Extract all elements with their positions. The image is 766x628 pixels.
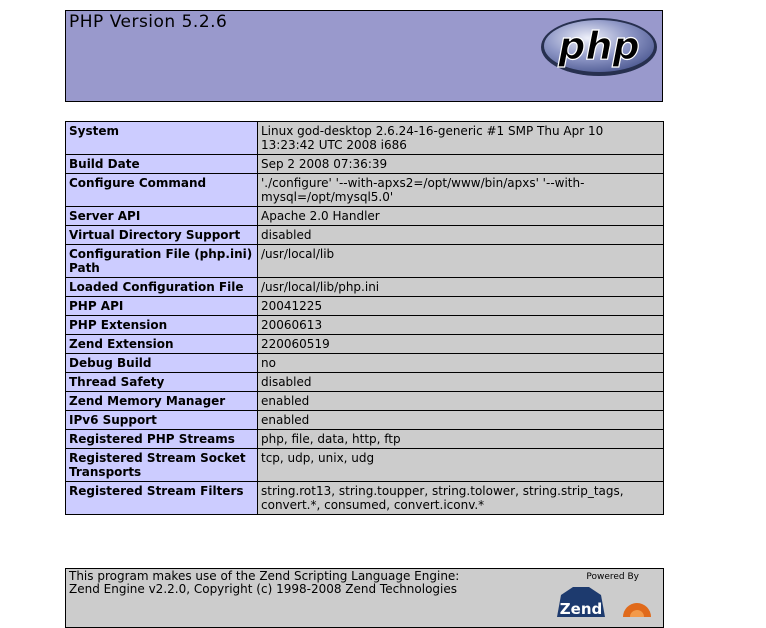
info-label: System — [66, 122, 258, 155]
info-value: Sep 2 2008 07:36:39 — [258, 155, 664, 174]
info-label: Registered Stream Socket Transports — [66, 449, 258, 482]
php-version-header — [65, 10, 663, 102]
info-label: Configuration File (php.ini) Path — [66, 245, 258, 278]
info-value: no — [258, 354, 664, 373]
info-value: disabled — [258, 226, 664, 245]
info-row — [66, 430, 664, 449]
info-row — [66, 335, 664, 354]
page-title: PHP Version 5.2.6 — [69, 12, 228, 32]
info-label: Registered Stream Filters — [66, 482, 258, 515]
php-logo[interactable] — [539, 16, 659, 78]
info-label: IPv6 Support — [66, 411, 258, 430]
info-value: /usr/local/lib — [258, 245, 664, 278]
info-value: string.rot13, string.toupper, string.tolower, string.strip_tags, convert.*, consumed, convert.iconv.* — [258, 482, 664, 515]
zend-logo-text: Zend — [559, 600, 603, 617]
info-value: 220060519 — [258, 335, 664, 354]
info-value: 20041225 — [258, 297, 664, 316]
info-row — [66, 373, 664, 392]
info-value: enabled — [258, 392, 664, 411]
footer-line-1: This program makes use of the Zend Scripting Language Engine: — [69, 569, 460, 583]
info-label: Registered PHP Streams — [66, 430, 258, 449]
info-value: 20060613 — [258, 316, 664, 335]
info-label: Thread Safety — [66, 373, 258, 392]
info-label: Virtual Directory Support — [66, 226, 258, 245]
powered-by-label: Powered By — [586, 572, 639, 582]
info-value: tcp, udp, unix, udg — [258, 449, 664, 482]
info-label: Debug Build — [66, 354, 258, 373]
info-row — [66, 226, 664, 245]
info-row — [66, 278, 664, 297]
info-label: PHP API — [66, 297, 258, 316]
info-table — [65, 121, 664, 515]
info-label: PHP Extension — [66, 316, 258, 335]
info-label: Server API — [66, 207, 258, 226]
info-label: Build Date — [66, 155, 258, 174]
info-label: Loaded Configuration File — [66, 278, 258, 297]
info-row — [66, 411, 664, 430]
info-value: enabled — [258, 411, 664, 430]
info-label: Zend Extension — [66, 335, 258, 354]
info-row — [66, 392, 664, 411]
info-row — [66, 207, 664, 226]
footer-line-2: Zend Engine v2.2.0, Copyright (c) 1998-2008 Zend Technologies — [69, 582, 458, 596]
zend-footer — [65, 568, 664, 628]
info-value: Linux god-desktop 2.6.24-16-generic #1 SMP Thu Apr 10 13:23:42 UTC 2008 i686 — [258, 122, 664, 155]
info-value: './configure' '--with-apxs2=/opt/www/bin/apxs' '--with-mysql=/opt/mysql5.0' — [258, 174, 664, 207]
info-row — [66, 245, 664, 278]
info-value: disabled — [258, 373, 664, 392]
info-value: /usr/local/lib/php.ini — [258, 278, 664, 297]
info-row — [66, 449, 664, 482]
info-value: php, file, data, http, ftp — [258, 430, 664, 449]
info-value: Apache 2.0 Handler — [258, 207, 664, 226]
info-row — [66, 482, 664, 515]
zend-logo[interactable] — [541, 581, 661, 617]
info-row — [66, 316, 664, 335]
php-logo-text: php — [558, 24, 640, 68]
info-label: Configure Command — [66, 174, 258, 207]
info-label: Zend Memory Manager — [66, 392, 258, 411]
info-row — [66, 155, 664, 174]
info-row — [66, 122, 664, 155]
info-row — [66, 174, 664, 207]
info-row — [66, 354, 664, 373]
info-row — [66, 297, 664, 316]
